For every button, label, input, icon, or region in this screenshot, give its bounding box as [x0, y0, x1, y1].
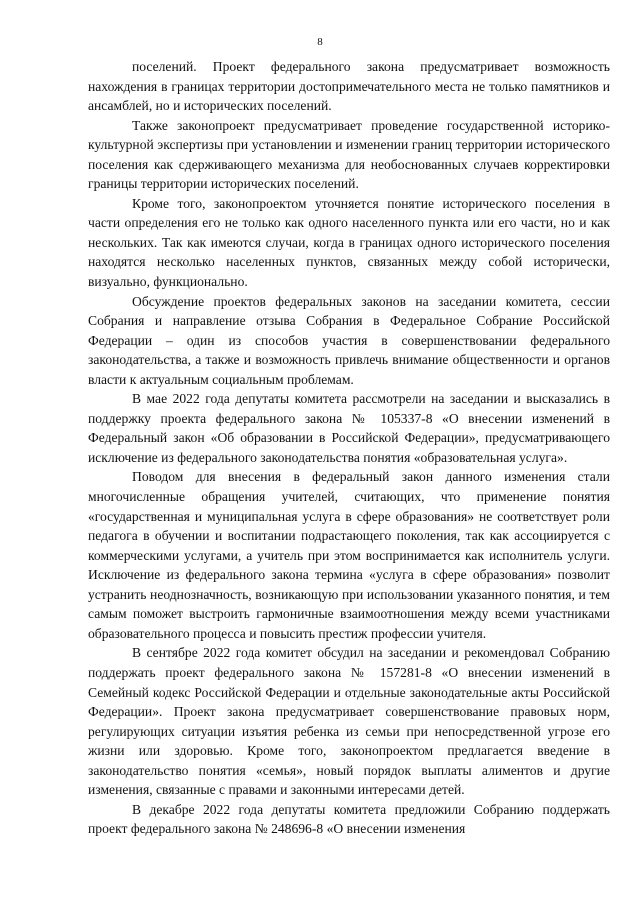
- paragraph-expertise: Также законопроект предусматривает проведение государственной историко-культурной экспертизы при установлении и изменении границ территории исторического поселения как сдерживающего механизма для необоснованных случаев корректировки границы территории исторических поселений.: [88, 117, 610, 192]
- paragraph-teachers-appeals: Поводом для внесения в федеральный закон данного изменения стали многочисленные обращения учителей, считающих, что применение понятия «государственная и муниципальная услуга в сфере образования» не соответствует роли педагога в обучении и воспитании подрастающего поколения, так как ассоциируется с коммерческими услугами, а учитель при этом воспринимается как исполнитель услуги. Исключение из федерального закона термина «услуга в сфере образования» позволит устранить неоднозначность, возникающую при использовании указанного понятия, и тем самым поможет выстроить гармоничные взаимоотношения между всеми участниками образовательного процесса и повысить престиж профессии учителя.: [88, 469, 610, 641]
- paragraph-may-2022: В мае 2022 года депутаты комитета рассмотрели на заседании и высказались в поддержку проекта федерального закона № 105337-8 «О внесении изменений в Федеральный закон «Об образовании в Российской Федерации», предусматривающего исключение из федерального законодательства понятия «образовательная услуга».: [88, 391, 610, 465]
- paragraph-discussion: Обсуждение проектов федеральных законов на заседании комитета, сессии Собрания и направление отзыва Собрания в Федеральное Собрание Российской Федерации – один из способов участия в совершенствовании федерального законодательства, а также и возможность привлечь внимание общественности и органов власти к актуальным социальным проблемам.: [88, 293, 610, 387]
- page-number: 8: [317, 36, 323, 48]
- paragraph-december-2022: В декабре 2022 года депутаты комитета предложили Собранию поддержать проект федерального закона № 248696-8 «О внесении изменения: [88, 801, 610, 837]
- paragraph-settlement-definition: Кроме того, законопроектом уточняется понятие исторического поселения в части определения его не только как одного населенного пункта или его части, но и как нескольких. Так как имеются случаи, когда в границах одного исторического поселения находятся несколько населенных пунктов, связанных между собой исторически, визуально, функционально.: [88, 195, 610, 290]
- paragraph-september-2022: В сентябре 2022 года комитет обсудил на заседании и рекомендовал Собранию поддержать проект федерального закона № 157281-8 «О внесении изменений в Семейный кодекс Российской Федерации и отдельные законодательные акты Российской Федерации». Проект закона предусматривает совершенствование правовых норм, регулирующих ситуации изъятия ребенка из семьи при непосредственной угрозе его жизни или здоровью. Кроме того, законопроектом предлагается введение в законодательство понятия «семья», новый порядок выплаты алиментов и другие изменения, связанные с правами и законными интересами детей.: [88, 645, 610, 798]
- document-body: [88, 57, 610, 839]
- paragraph-historic-settlements: поселений. Проект федерального закона предусматривает возможность нахождения в границах территории достопримечательного места не только памятников и ансамблей, но и исторических поселений.: [88, 59, 610, 114]
